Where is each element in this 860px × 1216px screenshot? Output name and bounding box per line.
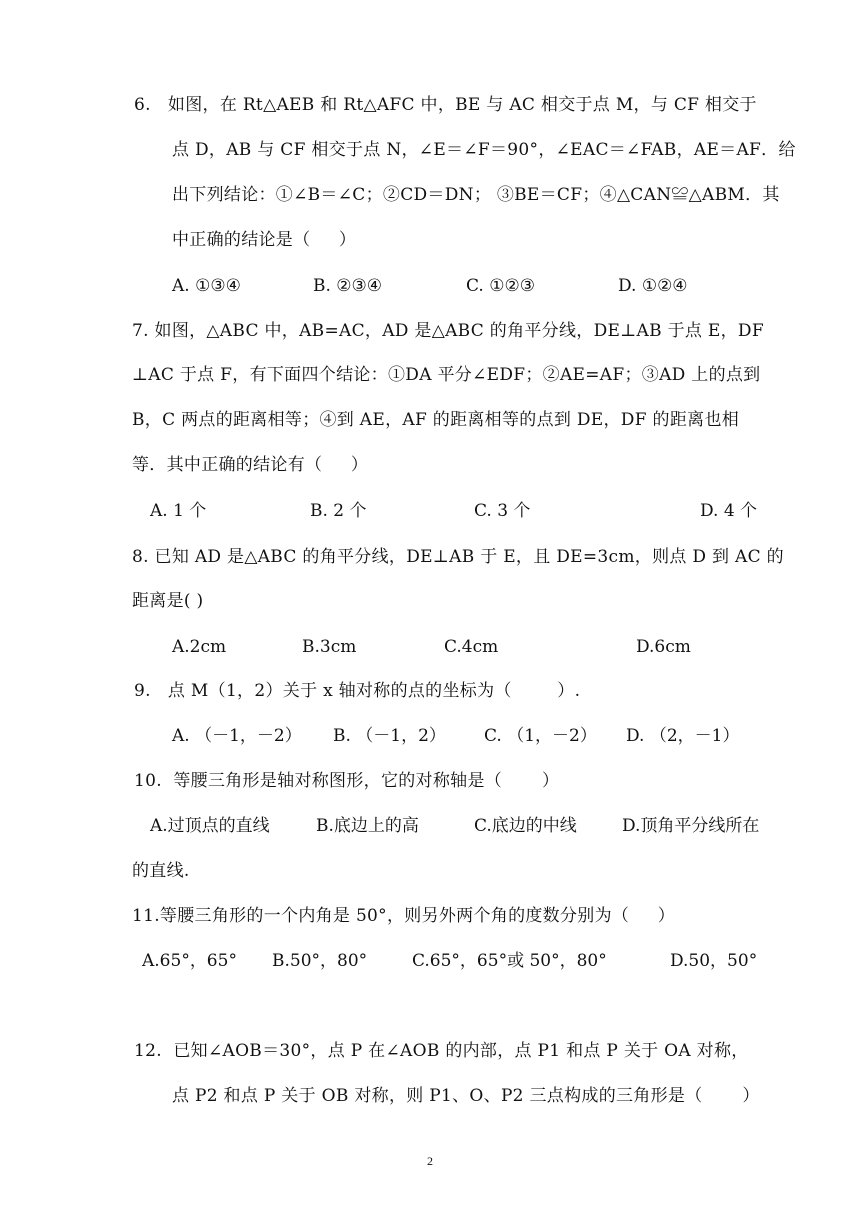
q8-option-a: A.2cm xyxy=(172,637,227,657)
q10-option-b: B.底边上的高 xyxy=(316,816,419,836)
page-number: 2 xyxy=(427,1154,433,1168)
q7-line-1: 7. 如图，△ABC 中，AB=AC，AD 是△ABC 的角平分线，DE⊥AB 于点 E，DF xyxy=(132,321,764,341)
q10-line-2: 的直线. xyxy=(132,861,190,881)
q7-option-a: A. 1 个 xyxy=(150,501,207,521)
q8-line-1: 8. 已知 AD 是△ABC 的角平分线，DE⊥AB 于 E，且 DE=3cm，则点 D 到 AC 的 xyxy=(132,547,784,567)
q8-option-c: C.4cm xyxy=(444,637,499,657)
q7-option-c: C. 3 个 xyxy=(474,501,531,521)
q11-option-c: C.65°，65°或 50°，80° xyxy=(412,951,607,971)
q9-option-a: A. （－1，－2） xyxy=(172,726,302,746)
q7-option-d: D. 4 个 xyxy=(700,501,758,521)
q9-option-c: C. （1，－2） xyxy=(484,726,597,746)
q8-line-2: 距离是( ) xyxy=(132,591,204,611)
q6-option-b: B. ②③④ xyxy=(313,276,383,296)
q6-line-2: 点 D，AB 与 CF 相交于点 N，∠E＝∠F＝90°，∠EAC＝∠FAB，AE＝AF．给 xyxy=(172,140,796,160)
q8-option-b: B.3cm xyxy=(302,637,357,657)
q11-option-d: D.50，50° xyxy=(670,951,758,971)
q12-line-1: 12. 已知∠AOB＝30°，点 P 在∠AOB 的内部，点 P1 和点 P 关于 OA 对称， xyxy=(134,1041,749,1061)
q9-option-b: B. （－1，2） xyxy=(333,726,446,746)
q6-line-1: 6. 如图，在 Rt△AEB 和 Rt△AFC 中，BE 与 AC 相交于点 M，与 CF 相交于 xyxy=(134,95,757,115)
q11-option-b: B.50°，80° xyxy=(272,951,368,971)
q6-option-c: C. ①②③ xyxy=(466,276,535,296)
q6-option-d: D. ①②④ xyxy=(618,276,688,296)
q12-line-2: 点 P2 和点 P 关于 OB 对称，则 P1、O、P2 三点构成的三角形是（ ） xyxy=(172,1086,760,1106)
q10-line-1: 10. 等腰三角形是轴对称图形，它的对称轴是（ ） xyxy=(134,771,560,791)
q7-line-3: B，C 两点的距离相等；④到 AE，AF 的距离相等的点到 DE，DF 的距离也相 xyxy=(132,410,740,430)
q9-option-d: D. （2，－1） xyxy=(626,726,740,746)
q6-option-a: A. ①③④ xyxy=(172,276,241,296)
q11-line-1: 11.等腰三角形的一个内角是 50°，则另外两个角的度数分别为（ ） xyxy=(132,906,675,926)
q7-line-2: ⊥AC 于点 F，有下面四个结论：①DA 平分∠EDF；②AE=AF；③AD 上的点到 xyxy=(132,365,761,385)
q10-option-c: C.底边的中线 xyxy=(474,816,577,836)
q9-line-1: 9. 点 M（1，2）关于 x 轴对称的点的坐标为（ ）. xyxy=(134,681,581,701)
q8-option-d: D.6cm xyxy=(636,637,691,657)
q6-line-4: 中正确的结论是（ ） xyxy=(172,230,357,250)
q10-option-a: A.过顶点的直线 xyxy=(150,816,270,836)
q11-option-a: A.65°，65° xyxy=(142,951,237,971)
q6-line-3: 出下列结论：①∠B＝∠C；②CD＝DN； ③BE＝CF；④△CAN≌△ABM．其 xyxy=(172,185,780,205)
q7-line-4: 等．其中正确的结论有（ ） xyxy=(132,455,369,475)
q7-option-b: B. 2 个 xyxy=(310,501,367,521)
q10-option-d: D.顶角平分线所在 xyxy=(622,816,760,836)
